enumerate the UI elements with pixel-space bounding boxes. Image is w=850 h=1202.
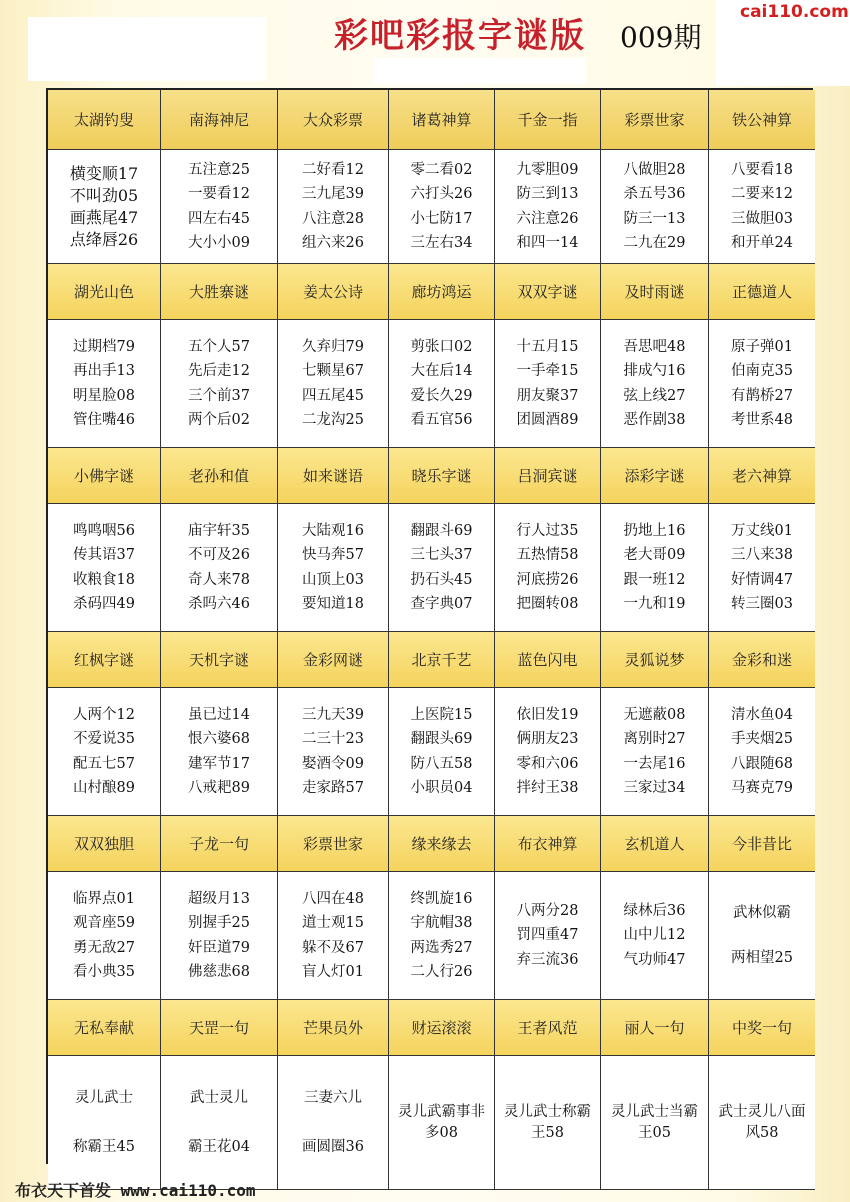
column-header: 正德道人 [709,264,815,320]
puzzle-line: 扔石头45 [410,571,473,588]
column-header: 添彩字谜 [601,448,709,504]
column-header: 千金一指 [495,90,601,150]
puzzle-cell [161,320,278,448]
puzzle-line: 走家路57 [302,780,364,796]
puzzle-line: 三妻六儿 [304,1090,362,1106]
puzzle-line: 八跟随68 [731,755,793,772]
puzzle-line: 佛慈悲68 [188,964,250,980]
footer-text: 布衣天下首发 www.cai110.com [15,1181,256,1200]
puzzle-line: 二九在29 [623,235,686,251]
puzzle-cell [48,504,161,632]
puzzle-cell [601,504,709,632]
puzzle-line: 霸王花04 [188,1138,250,1155]
blank-box [28,17,266,81]
top-banner [0,0,850,86]
puzzle-line: 两选秀27 [410,939,473,956]
puzzle-line: 虽已过14 [188,706,250,723]
puzzle-cell [278,504,389,632]
column-header: 子龙一句 [161,816,278,872]
puzzle-cell [278,688,389,816]
puzzle-cell [709,150,815,264]
puzzle-line: 二三十23 [302,731,364,747]
puzzle-cell [278,150,389,264]
puzzle-line: 绿林后36 [623,902,686,919]
puzzle-line: 先后走12 [188,363,250,379]
puzzle-line: 吾思吧48 [623,338,686,355]
puzzle-line: 防八五58 [410,755,473,772]
puzzle-line: 三左右34 [410,235,473,251]
puzzle-line: 大陆观16 [302,522,364,539]
puzzle-line: 二人行26 [410,964,473,980]
puzzle-cell [495,320,601,448]
puzzle-cell [48,688,161,816]
puzzle-line: 八四在48 [302,890,364,907]
column-header: 太湖钓叟 [48,90,161,150]
puzzle-line: 翻跟头69 [410,731,473,747]
puzzle-line: 灵儿武士 [75,1090,133,1106]
puzzle-line: 看小典35 [73,964,135,980]
column-header: 及时雨谜 [601,264,709,320]
puzzle-line: 三七头37 [410,547,473,563]
column-header: 大胜寨谜 [161,264,278,320]
puzzle-line: 八要看18 [731,161,793,178]
puzzle-cell [495,150,601,264]
puzzle-cell [389,688,495,816]
puzzle-line: 看五官56 [410,412,473,428]
column-header: 灵狐说梦 [601,632,709,688]
column-header: 吕洞宾谜 [495,448,601,504]
puzzle-line: 手夹烟25 [731,731,793,747]
puzzle-line: 和四一14 [516,235,579,251]
puzzle-cell [389,872,495,1000]
puzzle-line: 八注意28 [302,210,364,227]
column-header: 双双字谜 [495,264,601,320]
puzzle-line: 建军节17 [188,755,250,772]
puzzle-line: 三九天39 [302,706,364,723]
column-header: 蓝色闪电 [495,632,601,688]
puzzle-line: 弃三流36 [516,951,579,968]
puzzle-line: 小职员04 [410,780,473,796]
puzzle-cell [709,504,815,632]
puzzle-cell [709,320,815,448]
puzzle-line: 快马奔57 [302,547,364,563]
puzzle-line: 勇无敌27 [73,939,135,956]
puzzle-line: 原子弹01 [731,338,793,355]
puzzle-table [46,88,813,1164]
puzzle-cell [709,1056,815,1190]
puzzle-line: 奸臣道79 [188,939,250,956]
puzzle-cell [601,320,709,448]
puzzle-cell [389,1056,495,1190]
puzzle-line: 超级月13 [188,890,250,907]
puzzle-line: 两个后02 [188,412,250,428]
column-header: 廊坊鸿运 [389,264,495,320]
puzzle-line: 宇航帽38 [410,915,473,931]
puzzle-line: 再出手13 [73,363,135,379]
puzzle-line: 考世系48 [731,412,793,428]
puzzle-line: 清水鱼04 [731,706,793,723]
column-header: 诸葛神算 [389,90,495,150]
puzzle-line: 不叫劲05 [69,185,139,205]
puzzle-line: 过期档79 [73,338,135,355]
puzzle-line: 离别时27 [623,731,686,747]
puzzle-line: 画燕尾47 [69,207,139,227]
puzzle-line: 终凯旋16 [410,890,473,907]
puzzle-line: 三个前37 [188,387,250,404]
column-header: 彩票世家 [278,816,389,872]
puzzle-line: 六注意26 [516,210,579,227]
puzzle-line: 点绛唇26 [69,229,139,249]
puzzle-line: 好情调47 [731,571,793,588]
puzzle-line: 翻跟斗69 [410,522,473,539]
puzzle-line: 一要看12 [188,186,250,202]
puzzle-line: 剪张口02 [410,338,473,355]
puzzle-line: 管住嘴46 [73,412,135,428]
puzzle-line: 一去尾16 [623,755,686,772]
puzzle-line: 马赛克79 [731,780,793,796]
puzzle-line: 三九尾39 [302,186,364,202]
puzzle-line: 七颗星67 [302,363,364,379]
puzzle-line: 罚四重47 [516,927,579,944]
puzzle-line: 杀五号36 [623,186,686,202]
puzzle-line: 弦上线27 [623,387,686,404]
puzzle-cell [161,504,278,632]
puzzle-cell [161,1056,278,1190]
puzzle-line: 组六来26 [302,235,364,251]
puzzle-line: 六打头26 [410,186,473,202]
puzzle-line: 不爱说35 [73,731,135,747]
column-header: 小佛字谜 [48,448,161,504]
puzzle-line: 娶酒令09 [302,755,364,772]
puzzle-line: 五热情58 [516,547,579,563]
column-header: 大众彩票 [278,90,389,150]
puzzle-line: 道士观15 [302,915,364,931]
puzzle-line: 恨六婆68 [188,731,250,747]
puzzle-cell [709,872,815,1000]
puzzle-line: 拌纣王38 [516,780,579,796]
puzzle-line: 八做胆28 [623,161,686,178]
puzzle-line: 恶作剧38 [623,412,686,428]
puzzle-line: 武林似霸 [733,904,791,921]
puzzle-cell [389,504,495,632]
puzzle-line: 二龙沟25 [302,412,364,428]
puzzle-line: 奇人来78 [188,571,250,588]
puzzle-line: 杀吗六46 [188,596,250,612]
puzzle-cell [48,320,161,448]
puzzle-line: 四五尾45 [302,387,364,404]
column-header: 布衣神算 [495,816,601,872]
puzzle-line: 鸣鸣咽56 [73,522,135,539]
puzzle-cell [161,688,278,816]
column-header: 红枫字谜 [48,632,161,688]
puzzle-line: 伯南克35 [731,363,793,379]
puzzle-cell [278,1056,389,1190]
column-header: 彩票世家 [601,90,709,150]
puzzle-line: 横变顺17 [69,163,139,183]
puzzle-cell [389,320,495,448]
puzzle-line: 久弃归79 [302,338,364,355]
column-header: 天机字谜 [161,632,278,688]
column-header: 老六神算 [709,448,815,504]
puzzle-line: 观音座59 [73,915,135,931]
puzzle-cell [278,320,389,448]
column-header: 芒果员外 [278,1000,389,1056]
puzzle-line: 防三到13 [516,186,579,202]
column-header: 晓乐字谜 [389,448,495,504]
puzzle-cell [495,504,601,632]
puzzle-line: 躲不及67 [302,939,364,956]
column-header: 丽人一句 [601,1000,709,1056]
puzzle-line: 不可及26 [188,547,250,563]
puzzle-line: 团圆酒89 [516,412,579,428]
puzzle-line: 配五七57 [73,755,135,772]
puzzle-line: 灵儿武士称霸王58 [503,1103,591,1141]
column-header: 老孙和值 [161,448,278,504]
puzzle-line: 武士灵儿八面风58 [718,1103,806,1141]
puzzle-line: 河底捞26 [516,571,579,588]
column-header: 中奖一句 [709,1000,815,1056]
puzzle-line: 画圆圈36 [302,1138,364,1155]
puzzle-line: 盲人灯01 [302,964,364,980]
puzzle-cell [48,150,161,264]
puzzle-line: 行人过35 [516,522,579,539]
puzzle-line: 山顶上03 [302,571,364,588]
column-header: 财运滚滚 [389,1000,495,1056]
puzzle-line: 老大哥09 [623,547,686,563]
puzzle-line: 三八来38 [731,547,793,563]
puzzle-line: 杀码四49 [73,596,135,612]
column-header: 无私奉献 [48,1000,161,1056]
puzzle-line: 零和六06 [516,755,579,772]
puzzle-line: 小七防17 [410,210,473,227]
column-header: 玄机道人 [601,816,709,872]
puzzle-cell [161,150,278,264]
puzzle-line: 九零胆09 [516,161,579,178]
puzzle-cell [48,1056,161,1190]
puzzle-line: 二好看12 [302,161,364,178]
column-header: 姜太公诗 [278,264,389,320]
puzzle-cell [389,150,495,264]
column-header: 如来谜语 [278,448,389,504]
puzzle-line: 一九和19 [623,596,686,612]
brand-logo-text: cai110.com [740,2,849,22]
puzzle-line: 一手牵15 [516,363,579,379]
puzzle-line: 跟一班12 [623,571,686,588]
puzzle-line: 三家过34 [623,780,686,796]
puzzle-line: 山中儿12 [623,927,686,944]
puzzle-cell [48,872,161,1000]
column-header: 天罡一句 [161,1000,278,1056]
page-title: 彩吧彩报字谜版 [334,16,586,56]
puzzle-line: 灵儿武霸事非多08 [397,1103,485,1141]
column-header: 金彩和迷 [709,632,815,688]
puzzle-line: 依旧发19 [516,706,579,723]
puzzle-line: 气功师47 [623,951,686,968]
puzzle-line: 二要来12 [731,186,793,202]
column-header: 铁公神算 [709,90,815,150]
puzzle-line: 八戒耙89 [188,780,250,796]
puzzle-line: 明星脸08 [73,387,135,404]
puzzle-line: 扔地上16 [623,522,686,539]
column-header: 金彩网谜 [278,632,389,688]
puzzle-line: 无遮蔽08 [623,706,686,723]
blank-box [374,58,586,84]
column-header: 北京千艺 [389,632,495,688]
puzzle-line: 临界点01 [73,890,135,907]
puzzle-line: 五注意25 [188,161,250,178]
column-header: 王者风范 [495,1000,601,1056]
puzzle-line: 山村酿89 [73,780,135,796]
puzzle-cell [495,1056,601,1190]
puzzle-line: 上医院15 [410,706,473,723]
puzzle-line: 俩朋友23 [516,731,579,747]
column-header: 双双独胆 [48,816,161,872]
column-header: 缘来缘去 [389,816,495,872]
puzzle-line: 五个人57 [188,338,250,355]
puzzle-cell [278,872,389,1000]
puzzle-line: 灵儿武士当霸王05 [611,1103,698,1141]
puzzle-line: 人两个12 [73,706,135,723]
column-header: 今非昔比 [709,816,815,872]
puzzle-line: 排成勺16 [623,363,686,379]
puzzle-cell [601,872,709,1000]
puzzle-line: 传其语37 [73,547,135,563]
puzzle-cell [709,688,815,816]
puzzle-line: 四左右45 [188,210,250,227]
puzzle-cell [495,688,601,816]
puzzle-cell [495,872,601,1000]
puzzle-line: 收粮食18 [73,571,135,588]
puzzle-line: 朋友聚37 [516,387,579,404]
puzzle-line: 要知道18 [302,596,364,612]
puzzle-line: 转三圈03 [731,596,793,612]
puzzle-line: 有鹊桥27 [731,387,793,404]
column-header: 湖光山色 [48,264,161,320]
puzzle-line: 查字典07 [410,596,473,612]
puzzle-line: 大在后14 [410,363,473,379]
puzzle-line: 别握手25 [188,915,250,931]
puzzle-line: 武士灵儿 [190,1090,248,1106]
puzzle-line: 防三一13 [623,210,686,227]
puzzle-line: 称霸王45 [73,1138,135,1155]
puzzle-line: 庙宇轩35 [188,522,250,539]
puzzle-line: 三做胆03 [731,210,793,227]
puzzle-line: 爱长久29 [410,387,473,404]
puzzle-cell [601,688,709,816]
puzzle-line: 和开单24 [731,235,793,251]
puzzle-cell [601,1056,709,1190]
puzzle-line: 把圈转08 [516,596,579,612]
column-header: 南海神尼 [161,90,278,150]
puzzle-line: 零二看02 [410,161,473,178]
issue-number: 009期 [620,21,702,54]
puzzle-cell [161,872,278,1000]
puzzle-line: 大小小09 [188,235,250,251]
puzzle-line: 万丈线01 [731,522,793,539]
puzzle-cell [601,150,709,264]
puzzle-line: 十五月15 [516,338,579,355]
puzzle-line: 两相望25 [731,950,793,966]
puzzle-line: 八两分28 [516,902,579,919]
